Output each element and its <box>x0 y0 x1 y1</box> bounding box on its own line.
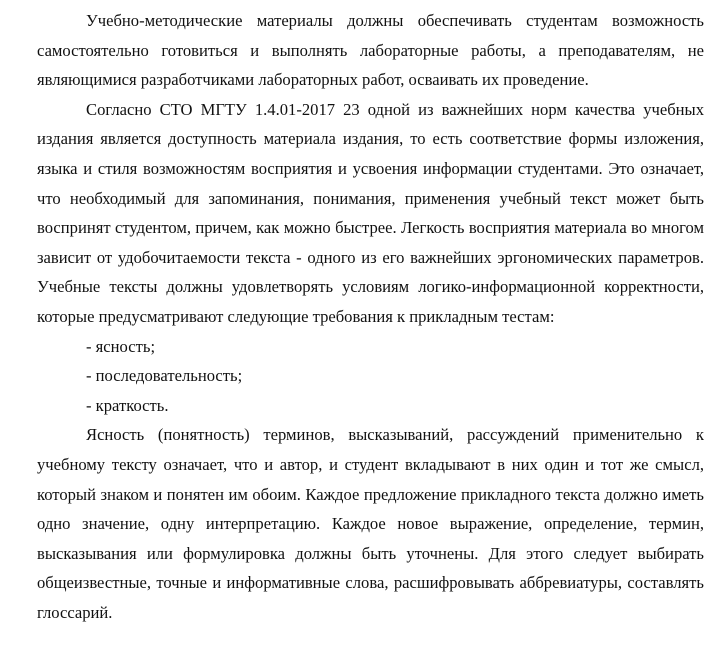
paragraph-clarity-explanation: Ясность (понятность) терминов, высказываний, рассуждений применительно к учебному тексту означает, что и автор, и студент вкладывают в них один и тот же смысл, который знаком и понятен им обоим. Каждое предложение прикладного текста должно иметь одно значение, одну интерпретацию. Каждое новое выражение, определение, термин, высказывания или формулировка должны быть уточнены. Для этого следует выбирать общеизвестные, точные и информативные слова, расшифровывать аббревиатуры, составлять глоссарий. <box>37 425 704 622</box>
paragraph-teaching-materials: Учебно-методические материалы должны обеспечивать студентам возможность самостоятельно готовиться и выполнять лабораторные работы, а преподавателям, не являющимися разработчиками лабораторных работ, осваивать их проведение. <box>37 11 704 90</box>
list-item-consistency: - последовательность; <box>86 366 243 386</box>
list-item-brevity: - краткость. <box>86 395 169 415</box>
paragraph-standard-requirements: Согласно СТО МГТУ 1.4.01-2017 23 одной из важнейших норм качества учебных издания является доступность материала издания, то есть соответствие формы изложения, языка и стиля возможностям восприятия и усвоения информации студентами. Это означает, что необходимый для запоминания, понимания, применения учебный текст может быть воспринят студентом, причем, как можно быстрее. Легкость восприятия материала во многом зависит от удобочитаемости текста - одного из его важнейших эргономических параметров. Учебные тексты должны удовлетворять условиям логико-информационной корректности, которые предусматривают следующие требования к прикладным тестам: <box>37 99 704 326</box>
list-item-clarity: - ясность; <box>86 336 156 356</box>
